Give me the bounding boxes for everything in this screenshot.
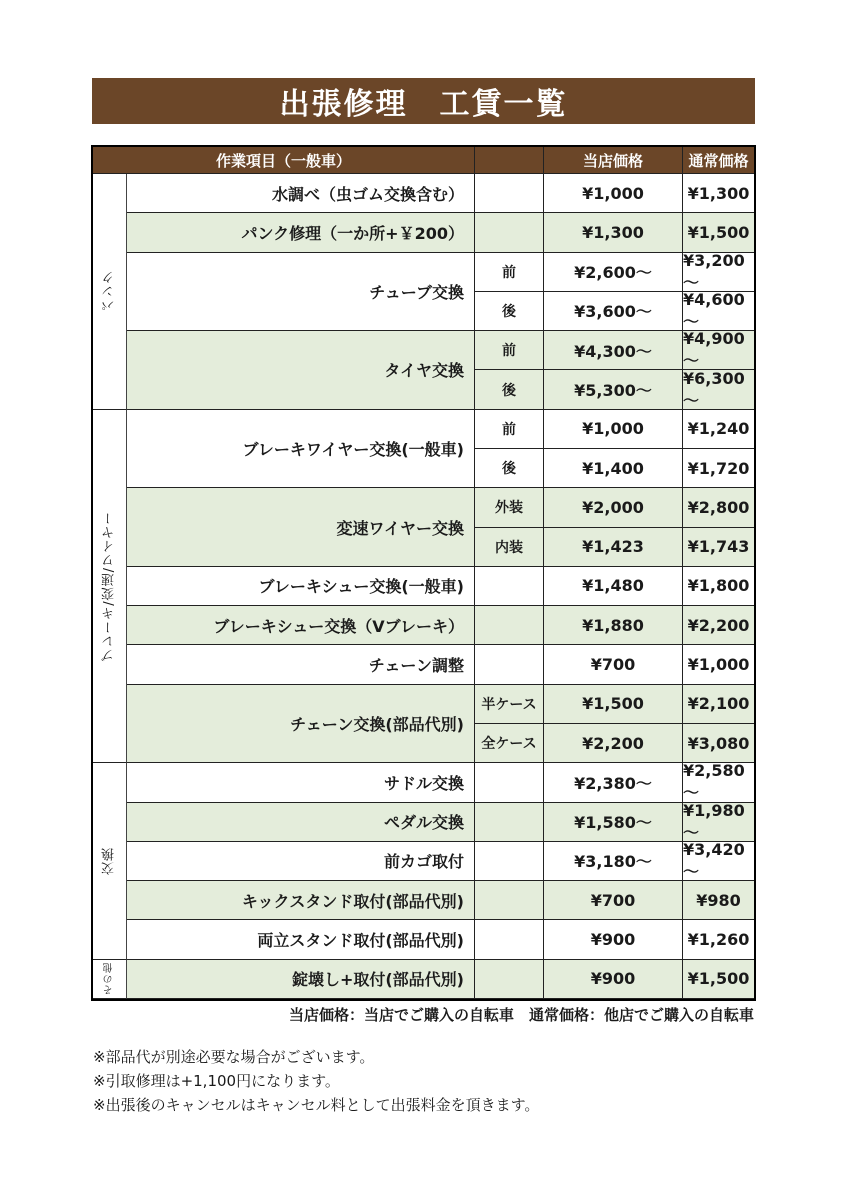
row-sub-label: 後 (475, 449, 544, 488)
row-shop-price: ¥900 (544, 960, 683, 999)
row-sub-blank (475, 174, 544, 213)
row-sub-label: 後 (475, 370, 544, 409)
row-shop-price: ¥5,300～ (544, 370, 683, 409)
row-shop-price: ¥2,380～ (544, 763, 683, 802)
row-shop-price: ¥1,000 (544, 174, 683, 213)
row-sub-blank (475, 920, 544, 959)
row-item: チェーン調整 (127, 645, 475, 684)
note-line: ※部品代が別途必要な場合がございます。 (93, 1048, 375, 1066)
note-line: ※出張後のキャンセルはキャンセル料として出張料金を頂きます。 (93, 1096, 540, 1114)
price-table (91, 145, 756, 1001)
note-line: ※引取修理は+1,100円になります。 (93, 1072, 340, 1090)
header-blank (475, 147, 544, 174)
row-item: パンク修理（一か所+￥200） (127, 213, 475, 252)
row-normal-price: ¥2,800 (683, 488, 754, 527)
row-shop-price: ¥1,300 (544, 213, 683, 252)
header-shop-price: 当店価格 (544, 147, 683, 174)
row-shop-price: ¥1,000 (544, 410, 683, 449)
row-shop-price: ¥3,180～ (544, 842, 683, 881)
row-item: 錠壊し+取付(部品代別) (127, 960, 475, 999)
row-sub-blank (475, 606, 544, 645)
row-shop-price: ¥1,480 (544, 567, 683, 606)
row-item: チューブ交換 (127, 253, 475, 332)
row-item: ブレーキワイヤー交換(一般車) (127, 410, 475, 489)
row-item: チェーン交換(部品代別) (127, 685, 475, 764)
row-normal-price: ¥2,200 (683, 606, 754, 645)
row-sub-label: 後 (475, 292, 544, 331)
row-shop-price: ¥1,880 (544, 606, 683, 645)
row-shop-price: ¥700 (544, 645, 683, 684)
row-item: 変速ワイヤー交換 (127, 488, 475, 567)
row-item: サドル交換 (127, 763, 475, 802)
category-exchange: 交換 (93, 763, 127, 959)
row-normal-price: ¥3,200～ (683, 253, 754, 292)
row-normal-price: ¥1,800 (683, 567, 754, 606)
row-item: 前カゴ取付 (127, 842, 475, 881)
row-shop-price: ¥1,580～ (544, 803, 683, 842)
row-shop-price: ¥2,000 (544, 488, 683, 527)
row-normal-price: ¥4,600～ (683, 292, 754, 331)
row-normal-price: ¥1,000 (683, 645, 754, 684)
row-normal-price: ¥1,743 (683, 528, 754, 567)
row-shop-price: ¥1,400 (544, 449, 683, 488)
row-sub-blank (475, 567, 544, 606)
row-sub-label: 内装 (475, 528, 544, 567)
row-sub-blank (475, 645, 544, 684)
row-shop-price: ¥4,300～ (544, 331, 683, 370)
notes (93, 1045, 539, 1117)
row-item: ブレーキシュー交換（Vブレーキ） (127, 606, 475, 645)
row-normal-price: ¥6,300～ (683, 370, 754, 409)
category-puncture: パンク (93, 174, 127, 410)
row-sub-label: 前 (475, 410, 544, 449)
row-item: キックスタンド取付(部品代別) (127, 881, 475, 920)
row-normal-price: ¥2,100 (683, 685, 754, 724)
row-normal-price: ¥980 (683, 881, 754, 920)
row-shop-price: ¥3,600～ (544, 292, 683, 331)
row-normal-price: ¥4,900～ (683, 331, 754, 370)
row-sub-label: 前 (475, 253, 544, 292)
row-item: 両立スタンド取付(部品代別) (127, 920, 475, 959)
row-sub-label: 全ケース (475, 724, 544, 763)
row-normal-price: ¥3,420～ (683, 842, 754, 881)
price-legend: 当店価格：当店でご購入の自転車 通常価格：他店でご購入の自転車 (288, 1006, 754, 1024)
row-sub-blank (475, 881, 544, 920)
page-title: 出張修理 工賃一覧 (92, 78, 755, 124)
row-item: タイヤ交換 (127, 331, 475, 410)
row-sub-blank (475, 213, 544, 252)
row-normal-price: ¥1,980～ (683, 803, 754, 842)
row-sub-blank (475, 842, 544, 881)
row-normal-price: ¥1,240 (683, 410, 754, 449)
row-shop-price: ¥1,423 (544, 528, 683, 567)
row-shop-price: ¥2,600～ (544, 253, 683, 292)
row-shop-price: ¥900 (544, 920, 683, 959)
row-item: 水調べ（虫ゴム交換含む） (127, 174, 475, 213)
row-normal-price: ¥1,300 (683, 174, 754, 213)
row-sub-blank (475, 960, 544, 999)
category-brake: ブレーキ/変速/ワイヤー (93, 410, 127, 764)
header-item: 作業項目（一般車） (93, 147, 475, 174)
row-sub-label: 半ケース (475, 685, 544, 724)
row-shop-price: ¥700 (544, 881, 683, 920)
row-normal-price: ¥3,080 (683, 724, 754, 763)
row-shop-price: ¥2,200 (544, 724, 683, 763)
row-item: ブレーキシュー交換(一般車) (127, 567, 475, 606)
row-normal-price: ¥1,500 (683, 960, 754, 999)
header-normal-price: 通常価格 (683, 147, 754, 174)
row-sub-label: 外装 (475, 488, 544, 527)
category-other: その他 (93, 960, 127, 999)
row-shop-price: ¥1,500 (544, 685, 683, 724)
row-normal-price: ¥2,580～ (683, 763, 754, 802)
row-normal-price: ¥1,720 (683, 449, 754, 488)
row-normal-price: ¥1,260 (683, 920, 754, 959)
row-normal-price: ¥1,500 (683, 213, 754, 252)
row-sub-label: 前 (475, 331, 544, 370)
row-sub-blank (475, 803, 544, 842)
row-item: ペダル交換 (127, 803, 475, 842)
row-sub-blank (475, 763, 544, 802)
